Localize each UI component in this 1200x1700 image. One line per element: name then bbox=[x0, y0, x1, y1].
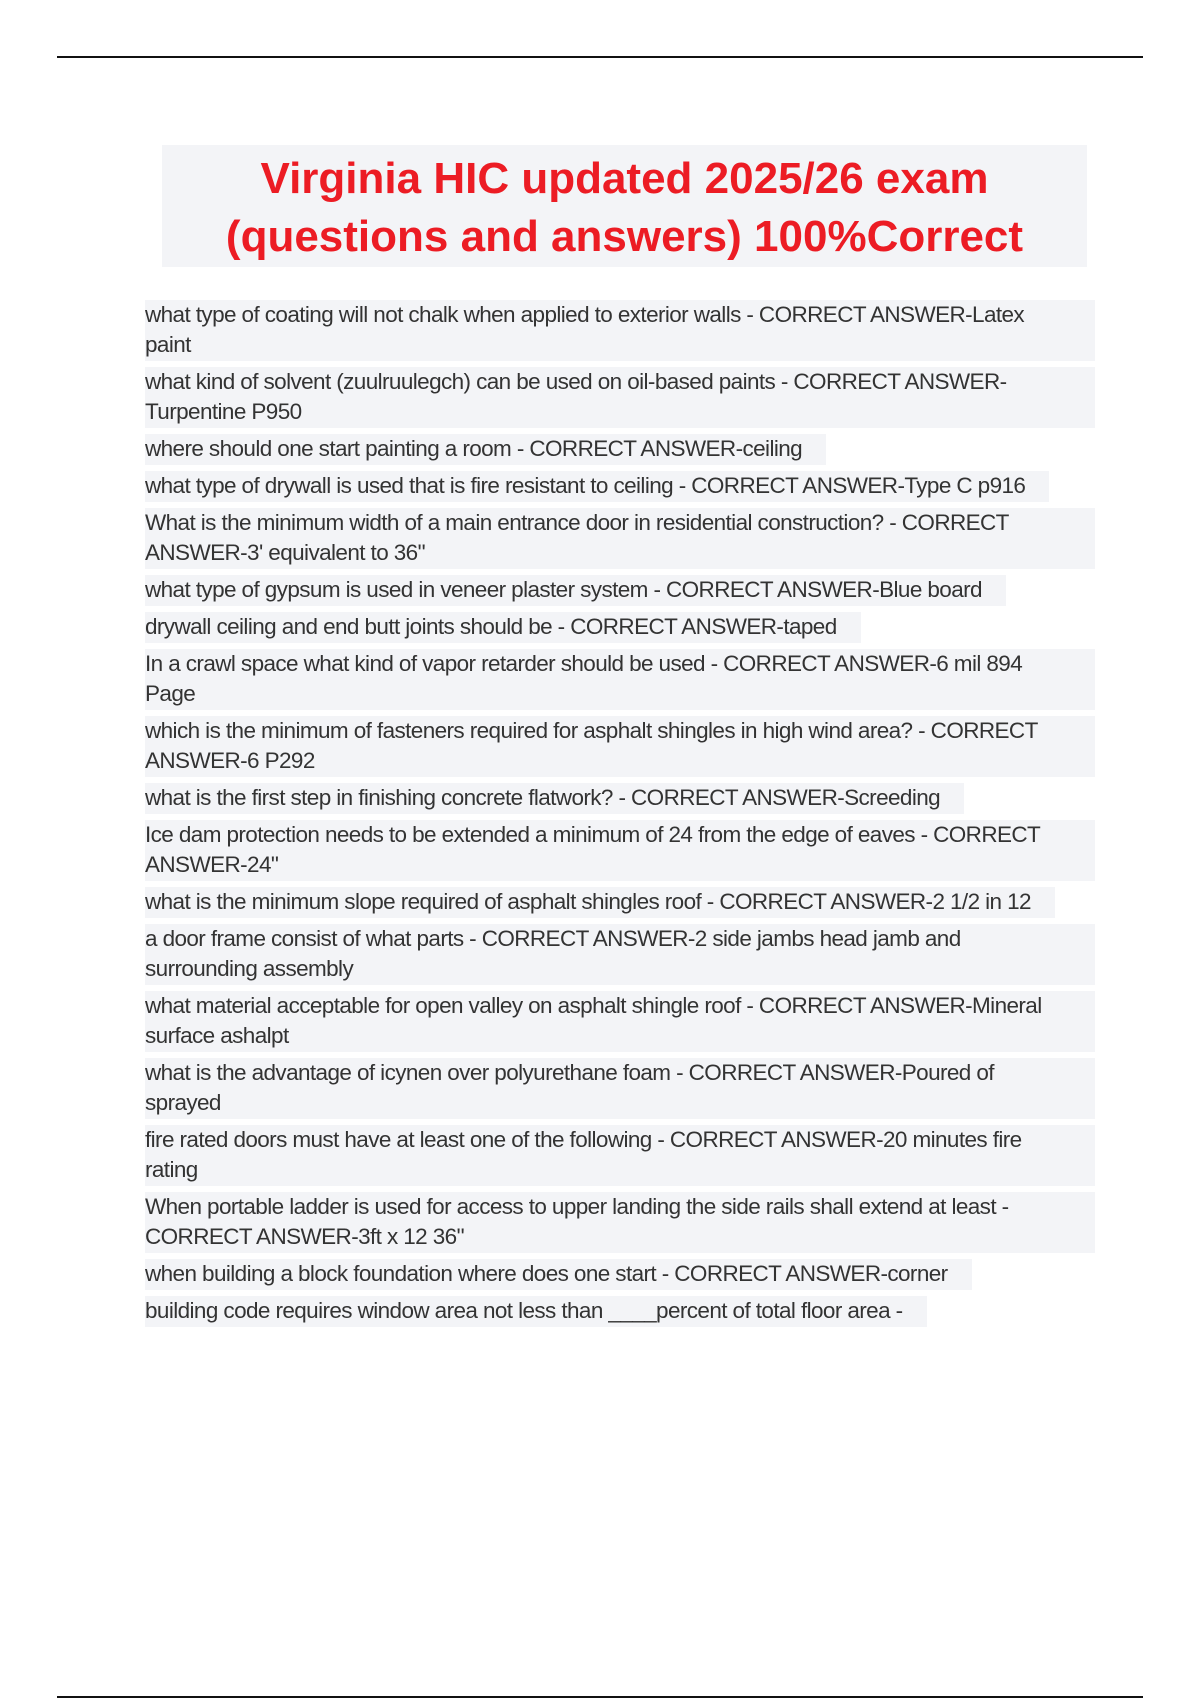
qa-item: fire rated doors must have at least one of the following - CORRECT ANSWER-20 minutes fire rating bbox=[145, 1125, 1095, 1186]
qa-item: where should one start painting a room - CORRECT ANSWER-ceiling bbox=[145, 434, 826, 465]
qa-item: what type of drywall is used that is fire resistant to ceiling - CORRECT ANSWER-Type C p916 bbox=[145, 471, 1049, 502]
qa-item: what type of gypsum is used in veneer plaster system - CORRECT ANSWER-Blue board bbox=[145, 575, 1006, 606]
qa-item: what type of coating will not chalk when applied to exterior walls - CORRECT ANSWER-Latex paint bbox=[145, 300, 1095, 361]
top-rule bbox=[57, 56, 1143, 58]
qa-item: which is the minimum of fasteners required for asphalt shingles in high wind area? - CORRECT ANSWER-6 P292 bbox=[145, 716, 1095, 777]
qa-item: In a crawl space what kind of vapor retarder should be used - CORRECT ANSWER-6 mil 894 Page bbox=[145, 649, 1095, 710]
qa-item: a door frame consist of what parts - CORRECT ANSWER-2 side jambs head jamb and surrounding assembly bbox=[145, 924, 1095, 985]
title-line-1: Virginia HIC updated 2025/26 exam bbox=[260, 154, 989, 203]
qa-item: What is the minimum width of a main entrance door in residential construction? - CORRECT ANSWER-3' equivalent to 36" bbox=[145, 508, 1095, 569]
qa-item: what is the minimum slope required of asphalt shingles roof - CORRECT ANSWER-2 1/2 in 12 bbox=[145, 887, 1055, 918]
qa-item: what is the first step in finishing concrete flatwork? - CORRECT ANSWER-Screeding bbox=[145, 783, 964, 814]
qa-item: building code requires window area not less than ____percent of total floor area - bbox=[145, 1296, 927, 1327]
title-line-2: (questions and answers) 100%Correct bbox=[225, 212, 1024, 261]
qa-item: what kind of solvent (zuulruulegch) can be used on oil-based paints - CORRECT ANSWER-Turpentine P950 bbox=[145, 367, 1095, 428]
qa-item: what is the advantage of icynen over polyurethane foam - CORRECT ANSWER-Poured of sprayed bbox=[145, 1058, 1095, 1119]
document-title bbox=[162, 145, 1087, 267]
qa-item: Ice dam protection needs to be extended a minimum of 24 from the edge of eaves - CORRECT ANSWER-24" bbox=[145, 820, 1095, 881]
qa-item: when building a block foundation where does one start - CORRECT ANSWER-corner bbox=[145, 1259, 972, 1290]
qa-item: When portable ladder is used for access to upper landing the side rails shall extend at least - CORRECT ANSWER-3ft x 12 36" bbox=[145, 1192, 1095, 1253]
qa-item: drywall ceiling and end butt joints should be - CORRECT ANSWER-taped bbox=[145, 612, 861, 643]
qa-item: what material acceptable for open valley on asphalt shingle roof - CORRECT ANSWER-Mineral surface ashalpt bbox=[145, 991, 1095, 1052]
bottom-rule bbox=[57, 1696, 1143, 1698]
qa-list bbox=[145, 300, 1095, 1333]
